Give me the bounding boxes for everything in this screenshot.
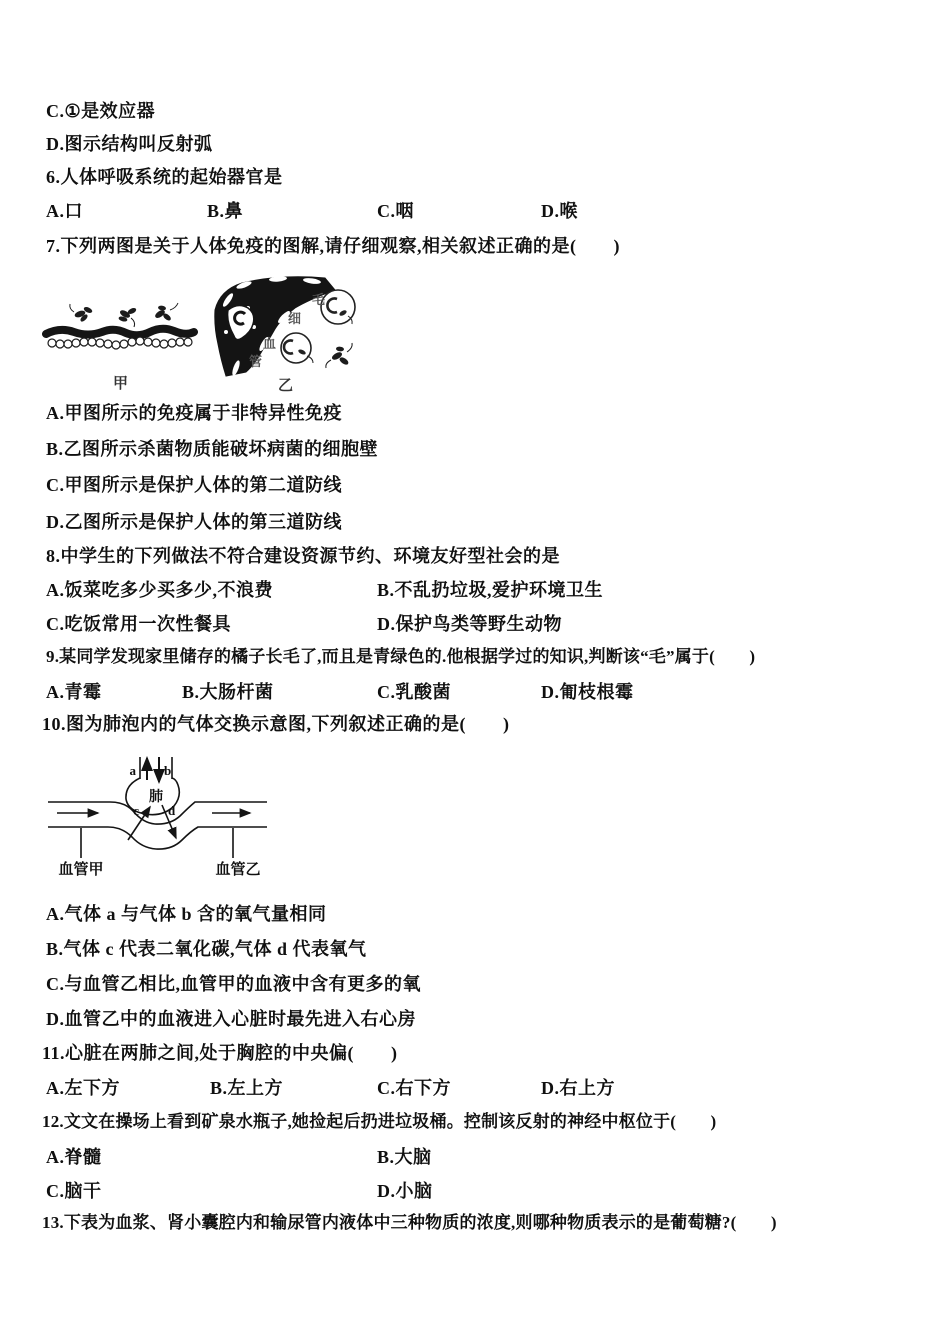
lung-label: 肺 (149, 790, 163, 805)
q5-option-d: D.图示结构叫反射弧 (46, 134, 213, 154)
q10-stem: 10.图为肺泡内的气体交换示意图,下列叙述正确的是( ) (42, 714, 510, 734)
q10-option-d: D.血管乙中的血液进入心脏时最先进入右心房 (46, 1009, 416, 1029)
q9-option-b: B.大肠杆菌 (182, 682, 274, 702)
q11-option-c: C.右下方 (377, 1078, 451, 1098)
capillary-char-1: 毛 (312, 292, 326, 307)
gas-d-label: d (168, 803, 176, 818)
q7-option-d: D.乙图所示是保护人体的第三道防线 (46, 512, 342, 532)
q7-option-c: C.甲图所示是保护人体的第二道防线 (46, 475, 342, 495)
q11-option-d: D.右上方 (541, 1078, 615, 1098)
capillary-char-3: 血 (263, 336, 277, 351)
figure-jia-label: 甲 (113, 376, 129, 392)
capillary-char-2: 细 (288, 311, 302, 326)
q10-option-c: C.与血管乙相比,血管甲的血液中含有更多的氧 (46, 974, 421, 994)
figure-yi-label: 乙 (278, 378, 294, 394)
q7-stem: 7.下列两图是关于人体免疫的图解,请仔细观察,相关叙述正确的是( ) (46, 236, 620, 256)
q8-option-b: B.不乱扔垃圾,爱护环境卫生 (377, 580, 604, 600)
q11-option-b: B.左上方 (210, 1078, 284, 1098)
bacteria-icon (70, 303, 178, 327)
q12-option-c: C.脑干 (46, 1181, 102, 1201)
q6-option-b: B.鼻 (207, 201, 244, 221)
q9-option-c: C.乳酸菌 (377, 682, 451, 702)
capillary-diagram (215, 276, 355, 394)
skin-diagram (46, 303, 194, 392)
q7-option-b: B.乙图所示杀菌物质能破坏病菌的细胞壁 (46, 439, 379, 459)
q12-option-b: B.大脑 (377, 1147, 432, 1167)
q9-stem: 9.某同学发现家里储存的橘子长毛了,而且是青绿色的.他根据学过的知识,判断该“毛”属于( ) (46, 647, 756, 666)
q13-stem: 13.下表为血浆、肾小囊腔内和输尿管内液体中三种物质的浓度,则哪种物质表示的是葡萄糖?( ) (42, 1213, 777, 1232)
q8-option-a: A.饭菜吃多少买多少,不浪费 (46, 580, 273, 600)
q9-option-a: A.青霉 (46, 682, 102, 702)
immunity-figure (40, 272, 370, 398)
q12-stem: 12.文文在操场上看到矿泉水瓶子,她捡起后扔进垃圾桶。控制该反射的神经中枢位于( ) (42, 1112, 717, 1131)
skin-surface (46, 329, 194, 336)
vessel-right-label: 血管乙 (215, 862, 261, 878)
skin-cells (48, 337, 192, 349)
q12-option-d: D.小脑 (377, 1181, 433, 1201)
q11-stem: 11.心脏在两肺之间,处于胸腔的中央偏( ) (42, 1043, 398, 1063)
q9-option-d: D.匍枝根霉 (541, 682, 634, 702)
gas-c-label: c (133, 803, 139, 818)
q10-option-a: A.气体 a 与气体 b 含的氧气量相同 (46, 904, 327, 924)
q10-option-b: B.气体 c 代表二氧化碳,气体 d 代表氧气 (46, 939, 367, 959)
q8-stem: 8.中学生的下列做法不符合建设资源节约、环境友好型社会的是 (46, 546, 560, 566)
q6-option-c: C.咽 (377, 201, 414, 221)
phagocyte-icon (321, 290, 355, 324)
bacteria-icon (326, 343, 352, 368)
q8-option-c: C.吃饭常用一次性餐具 (46, 614, 231, 634)
gas-b-label: b (164, 763, 172, 778)
q6-stem: 6.人体呼吸系统的起始器官是 (46, 167, 283, 187)
q8-option-d: D.保护鸟类等野生动物 (377, 614, 562, 634)
capillary-char-4: 管 (249, 354, 263, 369)
alveolus-gas-exchange-figure (40, 748, 290, 883)
gas-a-label: a (129, 763, 136, 778)
q12-option-a: A.脊髓 (46, 1147, 102, 1167)
q6-option-a: A.口 (46, 201, 83, 221)
q7-option-a: A.甲图所示的免疫属于非特异性免疫 (46, 403, 342, 423)
q6-option-d: D.喉 (541, 201, 578, 221)
q11-option-a: A.左下方 (46, 1078, 120, 1098)
q5-option-c: C.①是效应器 (46, 101, 156, 121)
phagocyte-icon (281, 333, 313, 363)
vessel-left-label: 血管甲 (58, 862, 104, 878)
